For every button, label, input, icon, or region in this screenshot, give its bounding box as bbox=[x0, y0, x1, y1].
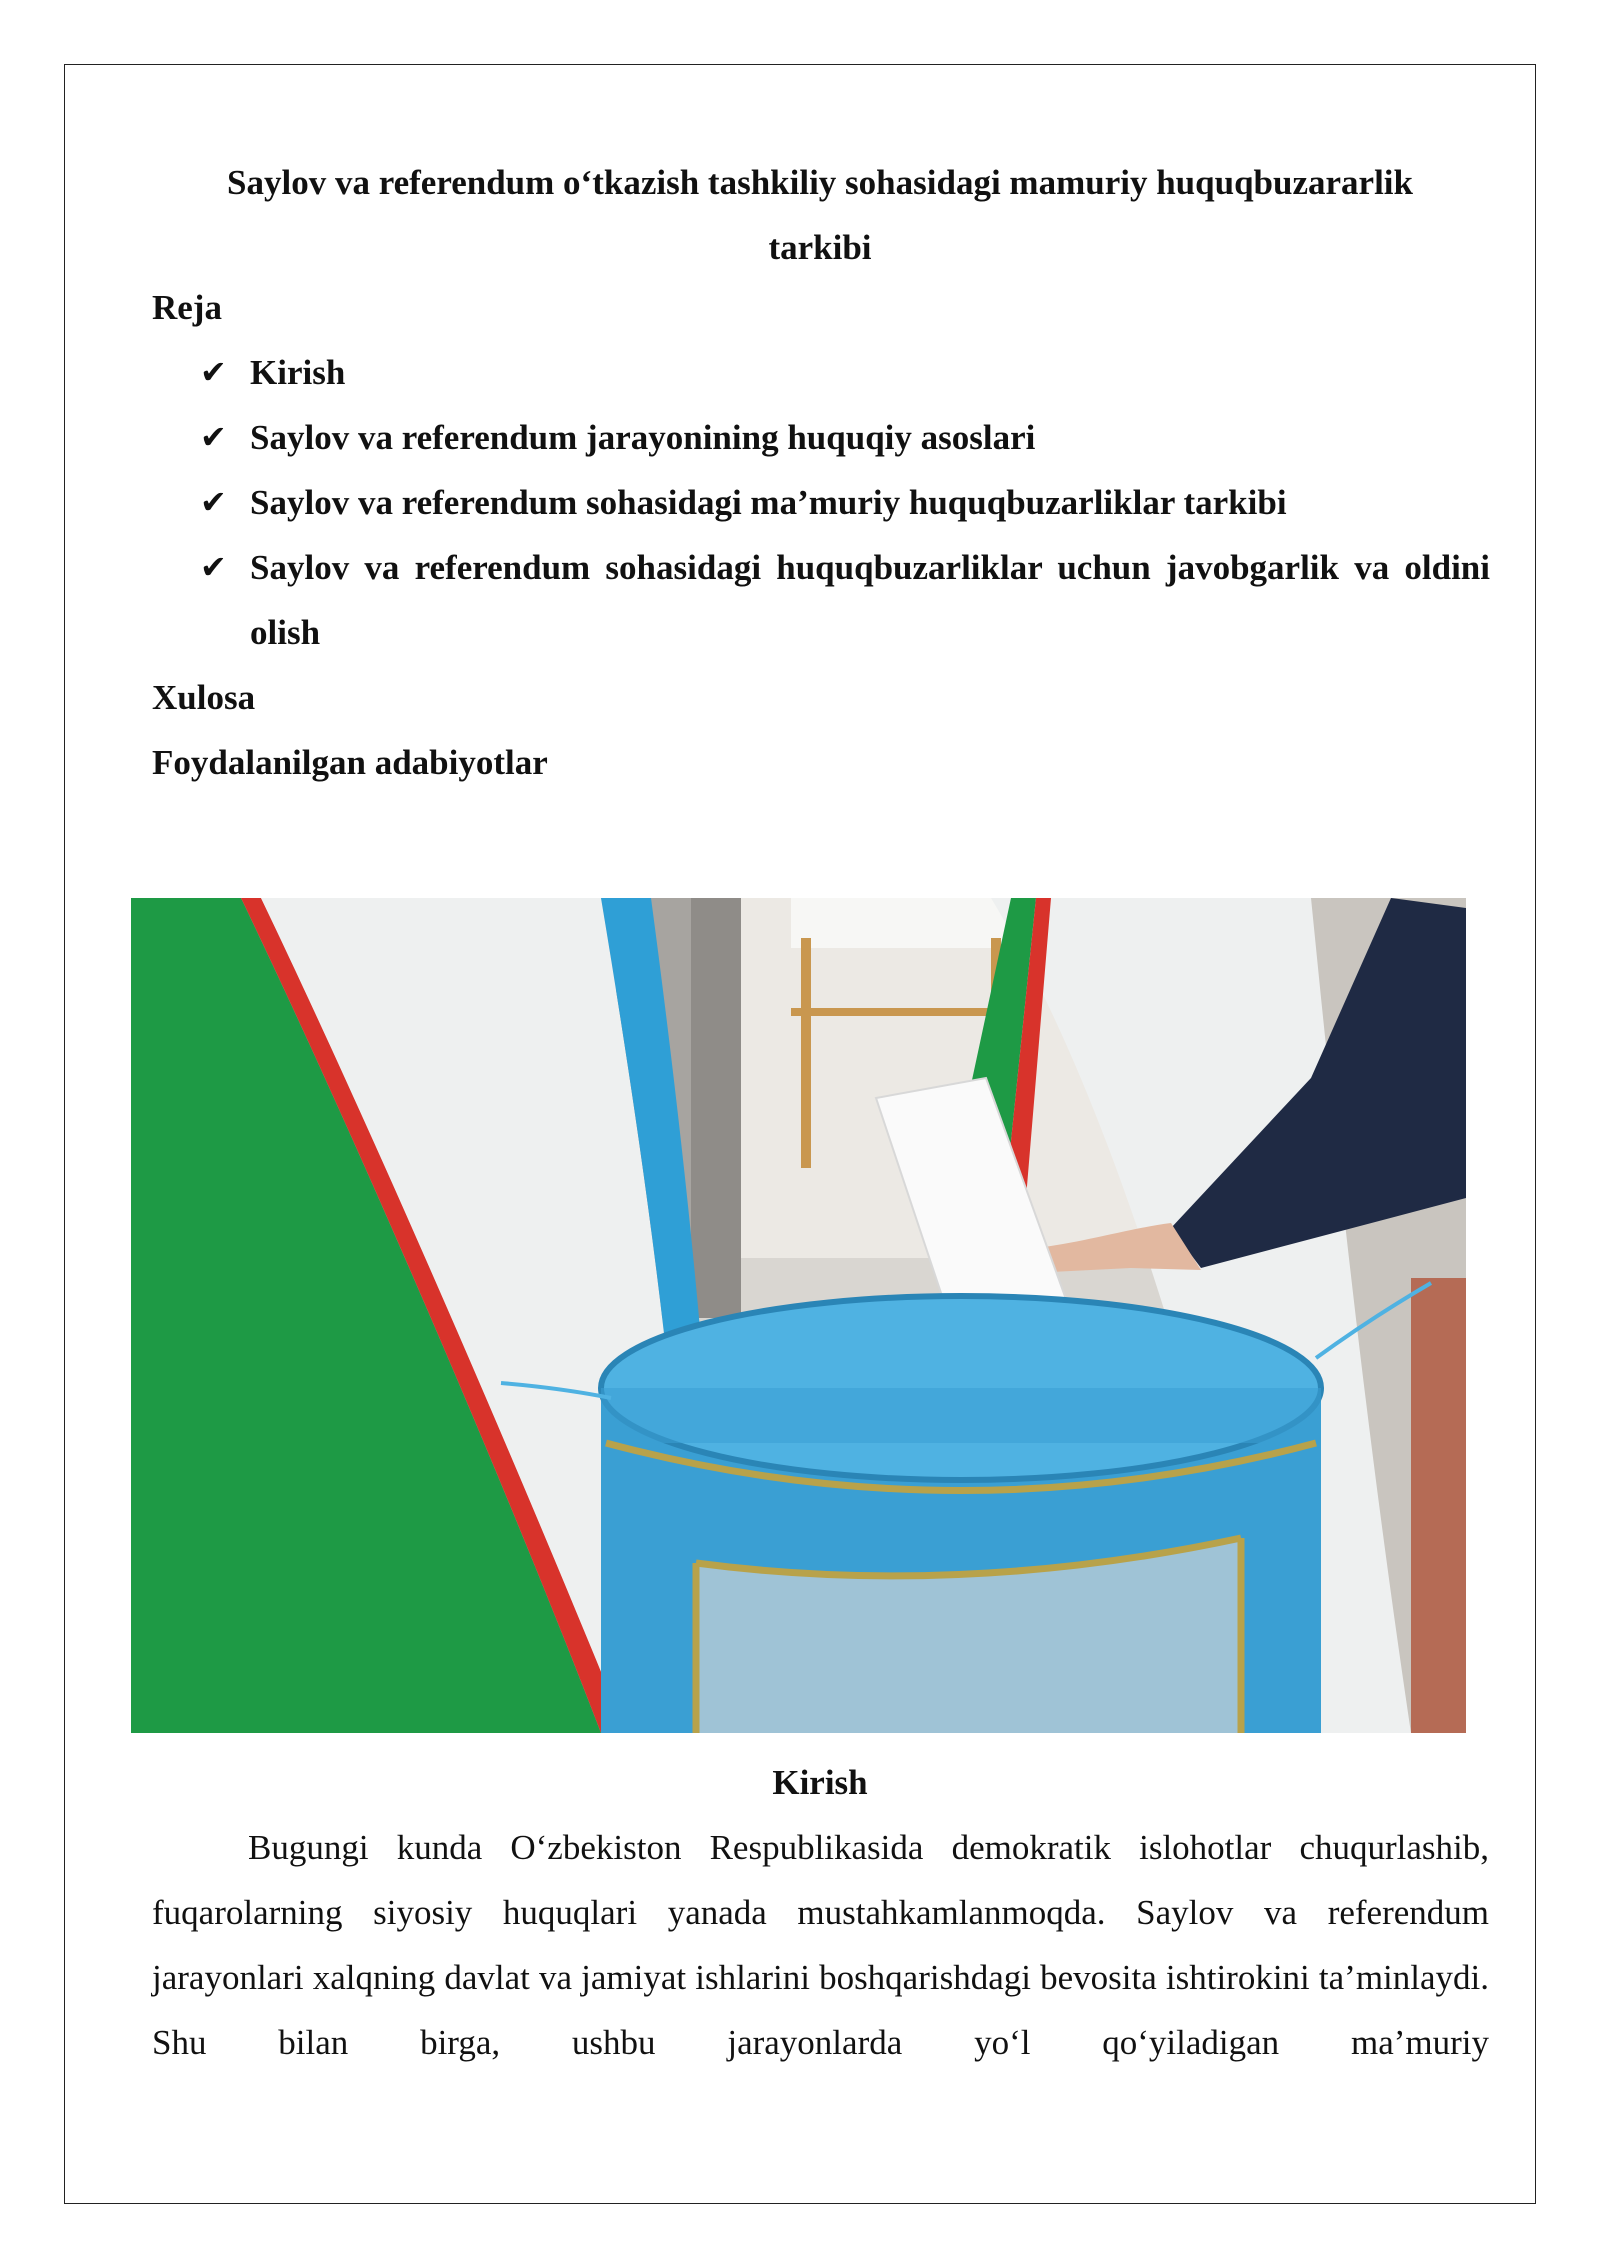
plan-item-text: Saylov va referendum sohasidagi ma’muriy huquqbuzarliklar tarkibi bbox=[250, 483, 1287, 522]
conclusion-heading: Xulosa bbox=[152, 678, 256, 717]
plan-item-text: Saylov va referendum jarayonining huquqiy asoslari bbox=[250, 418, 1036, 457]
ballot-box-photo bbox=[131, 898, 1466, 1733]
check-mark-icon: ✔ bbox=[200, 483, 227, 521]
references-heading: Foydalanilgan adabiyotlar bbox=[152, 743, 548, 782]
plan-heading: Reja bbox=[152, 288, 222, 327]
check-mark-icon: ✔ bbox=[200, 548, 227, 586]
plan-item-text: Saylov va referendum sohasidagi huquqbuzarliklar uchun javobgarlik va oldini olish bbox=[250, 548, 1490, 652]
plan-item bbox=[200, 405, 1490, 470]
plan-item bbox=[200, 470, 1490, 535]
document-title bbox=[150, 150, 1490, 280]
plan-list bbox=[200, 340, 1490, 665]
plan-item-text: Kirish bbox=[250, 353, 346, 392]
plan-item bbox=[200, 535, 1490, 665]
title-line-1: Saylov va referendum o‘tkazish tashkiliy sohasidagi mamuriy huquqbuzararlik bbox=[227, 163, 1413, 202]
intro-paragraph: Bugungi kunda O‘zbekiston Respublikasida demokratik islohotlar chuqurlashib, fuqarolarning siyosiy huquqlari yanada mustahkamlanmoqda. Saylov va referendum jarayonlari xalqning davlat va jamiyat ishlarini boshqarishdagi bevosita ishtirokini ta’minlaydi. Shu bilan birga, ushbu jarayonlarda yo‘l qo‘yiladigan ma’muriy bbox=[152, 1828, 1489, 2062]
title-line-2: tarkibi bbox=[768, 228, 872, 267]
section-heading-introduction: Kirish bbox=[772, 1763, 868, 1802]
check-mark-icon: ✔ bbox=[200, 418, 227, 456]
check-mark-icon: ✔ bbox=[200, 353, 227, 391]
plan-item bbox=[200, 340, 1490, 405]
